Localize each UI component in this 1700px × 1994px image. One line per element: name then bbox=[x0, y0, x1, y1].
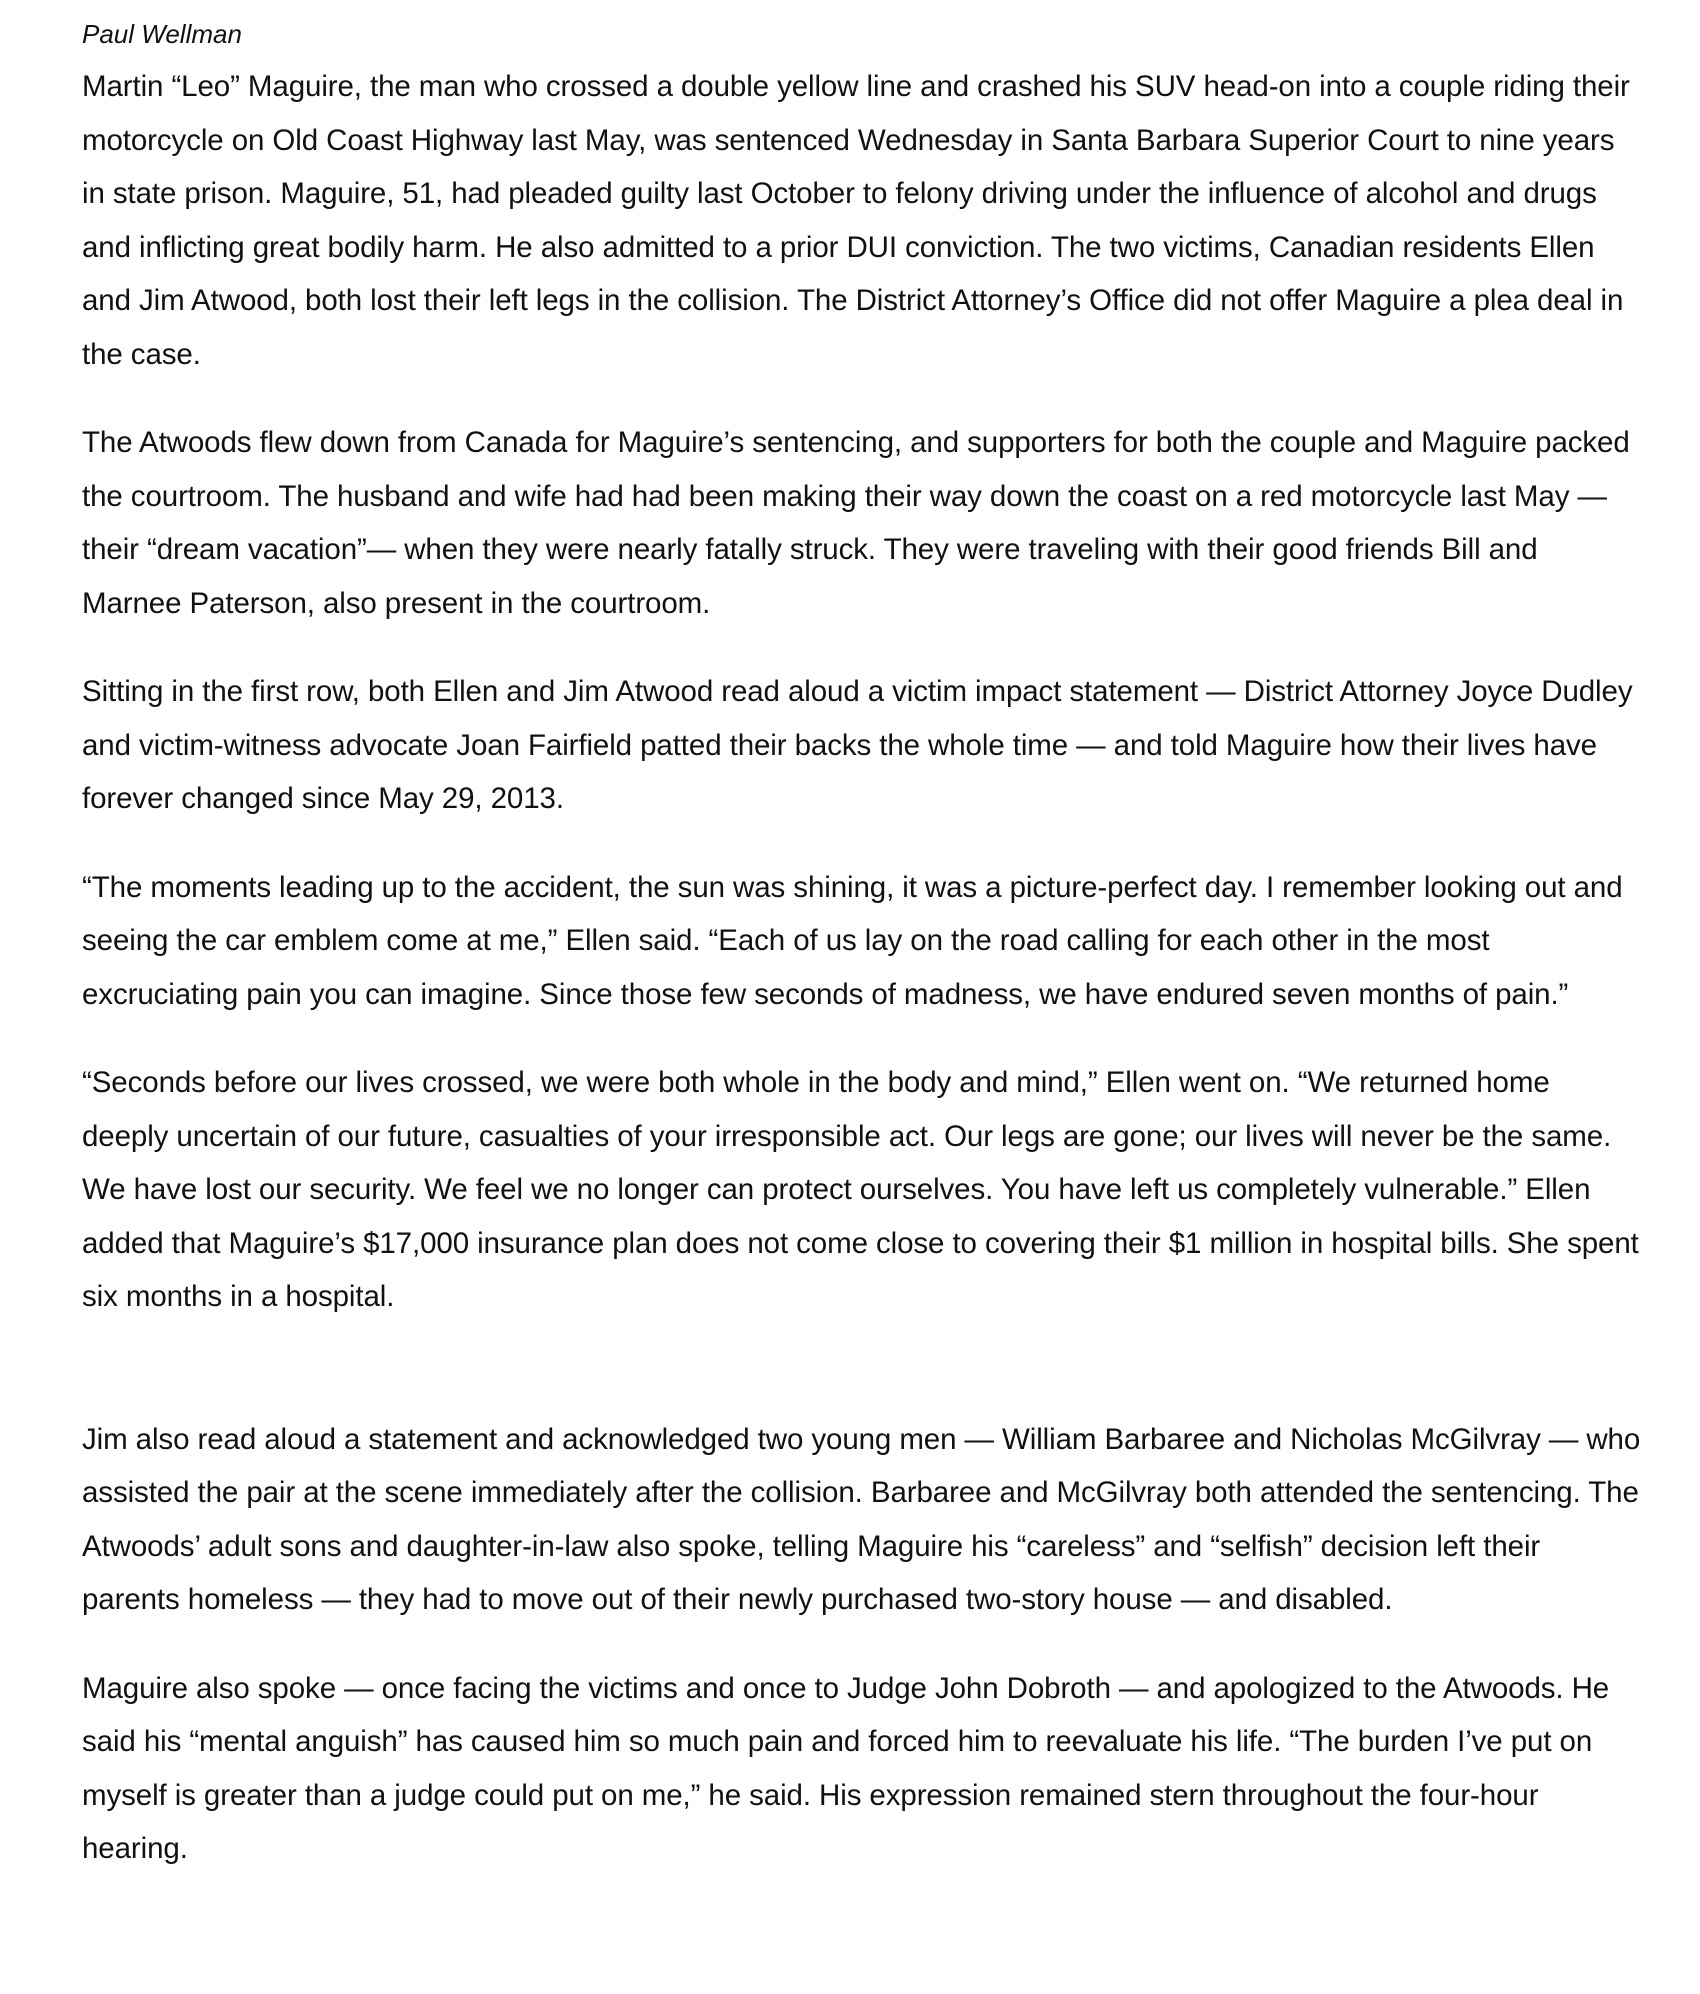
paragraph-sentencing-summary: Martin “Leo” Maguire, the man who crossed a double yellow line and crashed his SUV head-on into a couple riding their motorcycle on Old Coast Highway last May, was sentenced Wednesday in Santa Barbara Superior Court to nine years in state prison. Maguire, 51, had pleaded guilty last October to felony driving under the influence of alcohol and drugs and inflicting great bodily harm. He also admitted to a prior DUI conviction. The two victims, Canadian residents Ellen and Jim Atwood, both lost their left legs in the collision. The District Attorney’s Office did not offer Maguire a plea deal in the case. bbox=[82, 70, 1630, 371]
paragraph-courtroom-attendance: The Atwoods flew down from Canada for Maguire’s sentencing, and supporters for both the couple and Maguire packed the courtroom. The husband and wife had had been making their way down the coast on a red motorcycle last May — their “dream vacation”— when they were nearly fatally struck. They were traveling with their good friends Bill and Marnee Paterson, also present in the courtroom. bbox=[82, 426, 1630, 620]
paragraph-jim-statement: Jim also read aloud a statement and acknowledged two young men — William Barbaree and Nicholas McGilvray — who assisted the pair at the scene immediately after the collision. Barbaree and McGilvray both attended the sentencing. The Atwoods’ adult sons and daughter-in-law also spoke, telling Maguire his “careless” and “selfish” decision left their parents homeless — they had to move out of their newly purchased two-story house — and disabled. bbox=[82, 1422, 1641, 1616]
paragraph-victim-impact-statement: Sitting in the first row, both Ellen and Jim Atwood read aloud a victim impact statement — District Attorney Joyce Dudley and victim-witness advocate Joan Fairfield patted their backs the whole time — and told Maguire how their lives have forever changed since May 29, 2013. bbox=[82, 675, 1633, 815]
paragraph-ellen-quote-accident: “The moments leading up to the accident, the sun was shining, it was a picture-perfect day. I remember looking out and seeing the car emblem come at me,” Ellen said. “Each of us lay on the road calling for each other in the most excruciating pain you can imagine. Since those few seconds of madness, we have endured seven months of pain.” bbox=[82, 870, 1623, 1011]
paragraph-ellen-quote-aftermath: “Seconds before our lives crossed, we were both whole in the body and mind,” Ellen went on. “We returned home deeply uncertain of our future, casualties of your irresponsible act. Our legs are gone; our lives will never be the same. We have lost our security. We feel we no longer can protect ourselves. You have left us completely vulnerable.” Ellen added that Maguire’s $17,000 insurance plan does not come close to covering their $1 million in hospital bills. She spent six months in a hospital. bbox=[82, 1066, 1639, 1313]
photo-credit-byline: Paul Wellman bbox=[82, 19, 242, 49]
paragraph-maguire-apology: Maguire also spoke — once facing the victims and once to Judge John Dobroth — and apologized to the Atwoods. He said his “mental anguish” has caused him so much pain and forced him to reevaluate his life. “The burden I’ve put on myself is greater than a judge could put on me,” he said. His expression remained stern throughout the four-hour hearing. bbox=[82, 1671, 1610, 1865]
article-body bbox=[82, 60, 1642, 1911]
